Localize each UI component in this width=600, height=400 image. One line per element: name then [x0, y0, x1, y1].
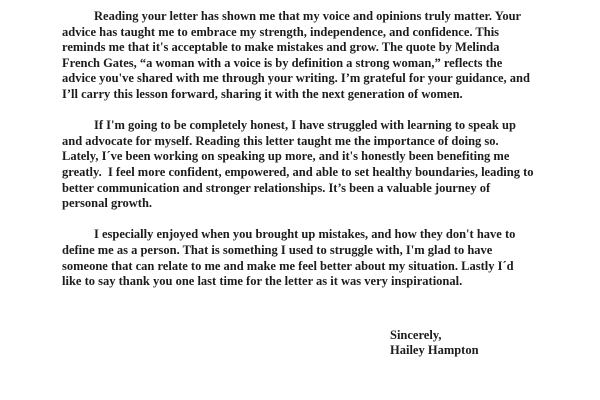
signature-name: Hailey Hampton: [390, 343, 479, 358]
letter-paragraph-3: I especially enjoyed when you brought up mistakes, and how they don't have to define me as a person. That is something I used to struggle with, I'm glad to have someone that can relate to me and make me feel better about my situation. Lastly I´d like to say thank you one last time for the letter as it was very inspirational.: [62, 227, 519, 289]
letter-paragraph-2: If I'm going to be completely honest, I have struggled with learning to speak up and advocate for myself. Reading this letter taught me the importance of doing so. Lately, I´ve been working on speaking up more, and it's honestly been benefiting me greatly. I feel more confident, empowered, and able to set healthy boundaries, leading to better communication and stronger relationships. It’s been a valuable journey of personal growth.: [62, 118, 537, 211]
letter-paragraph-1: Reading your letter has shown me that my voice and opinions truly matter. Your advice has taught me to embrace my strength, independence, and confidence. This reminds me that it's acceptable to make mistakes and grow. The quote by Melinda French Gates, “a woman with a voice is by definition a strong woman,” reflects the advice you've shared with me through your writing. I’m grateful for your guidance, and I’ll carry this lesson forward, sharing it with the next generation of women.: [62, 9, 534, 101]
letter-closing: Sincerely,: [390, 327, 442, 342]
signature-block: [390, 328, 536, 359]
